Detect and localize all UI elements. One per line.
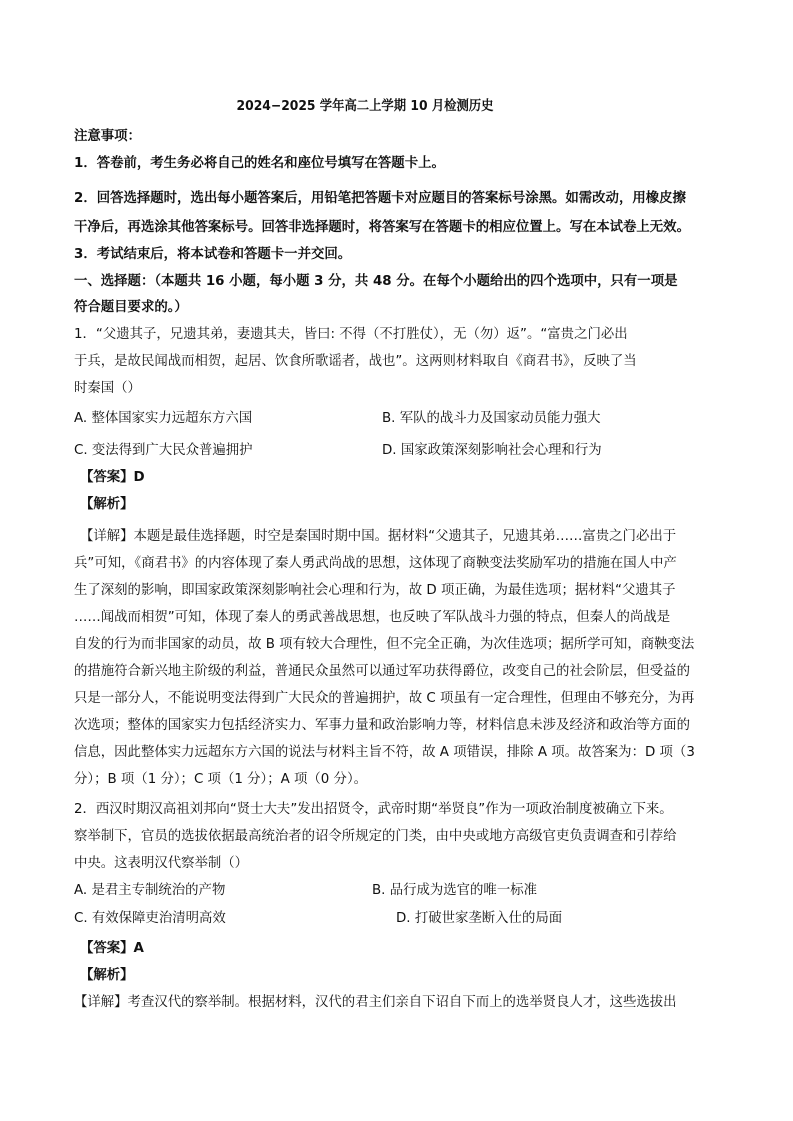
notice-item: 3．考试结束后，将本试卷和答题卡一并交回。 [74, 247, 352, 262]
q1-stem-line: 1．“父遗其子，兄遗其弟，妻遗其夫，皆曰: 不得（不打胜仗），无（勿）返”。“富贵之门必出 [74, 327, 628, 342]
q1-detail-line: ……闻战而相贺”可知，体现了秦人的勇武善战思想，也反映了军队战斗力强的特点，但秦人的尚战是 [74, 610, 671, 625]
q2-option-d: D. 打破世家垄断入仕的局面 [396, 911, 563, 926]
q1-option-c: C. 变法得到广大民众普遍拥护 [74, 443, 253, 458]
q2-stem-line: 2．西汉时期汉高祖刘邦向“贤士大夫”发出招贤令，武帝时期“举贤良”作为一项政治制度被确立下来。 [74, 802, 673, 817]
q1-detail-line: 只是一部分人，不能说明变法得到广大民众的普遍拥护，故 C 项虽有一定合理性，但理由不够充分，为再 [74, 691, 695, 706]
q1-stem-line: 于兵，是故民闻战而相贺，起居、饮食所歌谣者，战也”。这两则材料取自《商君书》，反映了当 [74, 354, 637, 369]
q2-option-a: A. 是君主专制统治的产物 [74, 883, 226, 898]
q1-detail-line: 次选项；整体的国家实力包括经济实力、军事力量和政治影响力等，材料信息未涉及经济和政治等方面的 [74, 718, 690, 733]
q2-option-b: B. 品行成为选官的唯一标准 [372, 883, 537, 898]
q1-detail-line: 分）；B 项（1 分）；C 项（1 分）；A 项（0 分）。 [74, 772, 368, 787]
notice-item: 干净后，再选涂其他答案标号。回答非选择题时，将答案写在答题卡的相应位置上。写在本试卷上无效。 [74, 220, 690, 235]
q1-option-b: B. 军队的战斗力及国家动员能力强大 [382, 411, 601, 426]
q1-detail-line: 兵”可知，《商君书》的内容体现了秦人勇武尚战的思想，这体现了商鞅变法奖励军功的措施在国人中产 [74, 556, 677, 571]
q2-detail-line: 【详解】考查汉代的察举制。根据材料，汉代的君主们亲自下诏自下而上的选举贤良人才，这些选拔出 [74, 995, 677, 1010]
q2-stem-line: 中央。这表明汉代察举制（） [74, 856, 249, 871]
q1-detail-line: 信息，因此整体实力远超东方六国的说法与材料主旨不符，故 A 项错误，排除 A 项。故答案为：D 项（3 [74, 745, 695, 760]
q1-option-a: A. 整体国家实力远超东方六国 [74, 411, 253, 426]
section-heading-cont: 符合题目要求的。） [74, 300, 188, 315]
page-title: 2024−2025 学年高二上学期 10 月检测历史 [236, 99, 494, 114]
q2-analysis-label: 【解析】 [80, 968, 134, 983]
q1-detail-line: 的措施符合新兴地主阶级的利益，普通民众虽然可以通过军功获得爵位，改变自己的社会阶层，但受益的 [74, 664, 690, 679]
q1-analysis-label: 【解析】 [80, 497, 134, 512]
q2-stem-line: 察举制下，官员的选拔依据最高统治者的诏令所规定的门类，由中央或地方高级官吏负责调查和引荐给 [74, 829, 677, 844]
section-heading: 一、选择题：（本题共 16 小题，每小题 3 分，共 48 分。在每个小题给出的四个选项中，只有一项是 [74, 274, 678, 289]
notice-item: 2．回答选择题时，选出每小题答案后，用铅笔把答题卡对应题目的答案标号涂黑。如需改动，用橡皮擦 [74, 191, 686, 206]
q1-detail-line: 生了深刻的影响，即国家政策深刻影响社会心理和行为，故 D 项正确，为最佳选项；据材料“父遗其子 [74, 583, 676, 598]
q1-stem-line: 时秦国（） [74, 381, 141, 396]
q1-detail-line: 自发的行为而非国家的动员，故 B 项有较大合理性，但不完全正确，为次佳选项；据所学可知，商鞅变法 [74, 637, 695, 652]
notice-item: 1．答卷前，考生务必将自己的姓名和座位号填写在答题卡上。 [74, 156, 445, 171]
q1-answer: 【答案】D [80, 470, 145, 485]
notice-heading: 注意事项： [74, 129, 141, 144]
q2-option-c: C. 有效保障吏治清明高效 [74, 911, 226, 926]
q2-answer: 【答案】A [80, 941, 144, 956]
q1-option-d: D. 国家政策深刻影响社会心理和行为 [382, 443, 602, 458]
q1-detail-line: 【详解】本题是最佳选择题，时空是秦国时期中国。据材料“父遗其子，兄遗其弟……富贵之门必出于 [80, 529, 677, 544]
